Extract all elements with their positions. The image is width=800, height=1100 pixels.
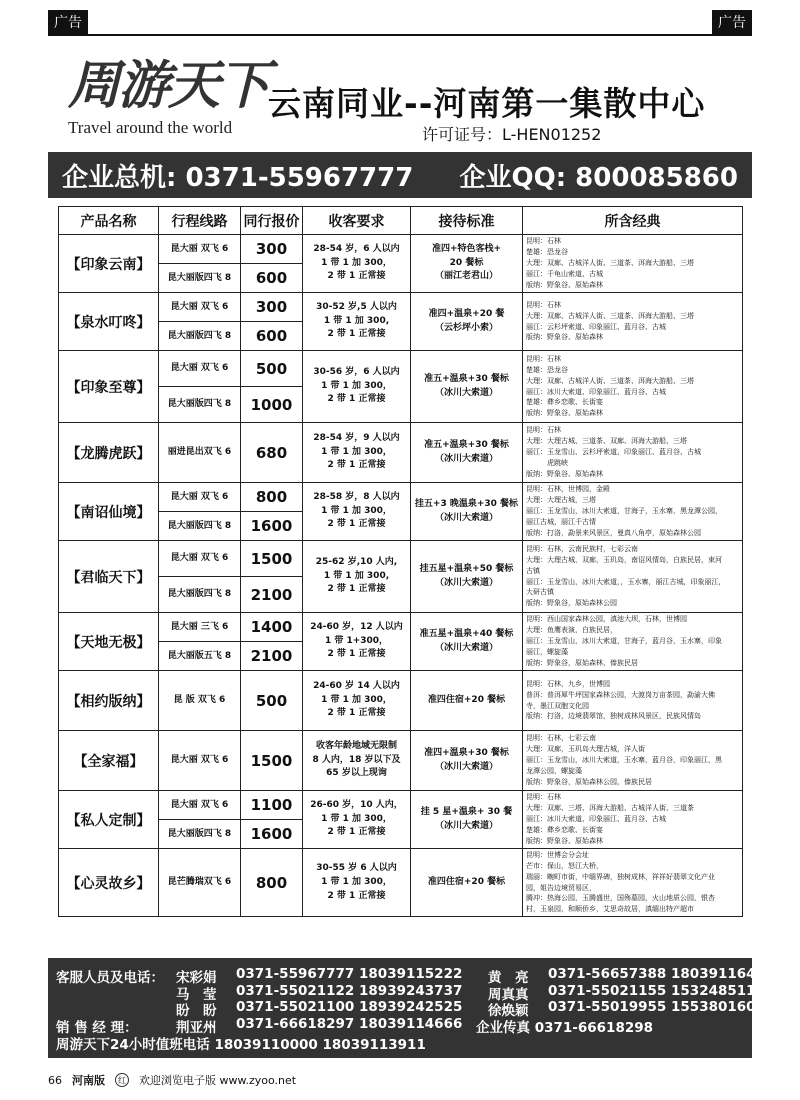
standard-cell: [411, 731, 523, 791]
route-cell: 昆大丽 双飞 6: [159, 483, 241, 512]
requirement-cell: [303, 293, 411, 351]
price-cell: 1400: [241, 613, 303, 642]
page-number: 66: [48, 1073, 62, 1087]
requirement-cell-line: 30-56 岁，6 人以内: [313, 366, 400, 377]
seal-icon: 红: [115, 1073, 129, 1087]
requirement-cell-line: 1 带 1 加 300，: [321, 876, 392, 887]
standard-cell-line: 挂五星+温泉+50 餐标: [419, 563, 514, 574]
product-name: 【私人定制】: [59, 791, 159, 849]
service-label: 客服人员及电话：: [56, 970, 164, 986]
requirement-cell-line: 2 带 1 正常接: [327, 827, 386, 838]
sights-cell-line: 大理：大理古城、三道茶、双廊、洱海大游船、三塔: [526, 437, 687, 446]
standard-cell-line: 准四+温泉+30 餐标: [424, 747, 509, 758]
footer-row: [56, 982, 775, 1003]
service-phones: 0371-55967777 18039115222: [236, 966, 463, 982]
price-cell: 2100: [241, 642, 303, 671]
sights-cell: [523, 423, 743, 483]
manager-phones: 0371-66618297 18039114666: [236, 1016, 463, 1033]
product-name: 【心灵故乡】: [59, 849, 159, 917]
table-row: [59, 849, 743, 917]
footer-row: [56, 1016, 744, 1037]
header-sights: 所含经典: [523, 207, 743, 235]
requirement-cell-line: 2 带 1 正常接: [327, 519, 386, 530]
footer-contacts: [48, 958, 775, 1058]
headline: 云南同业--河南第一集散中心: [268, 84, 706, 123]
price-cell: 1500: [241, 731, 303, 791]
sights-cell: [523, 791, 743, 849]
price-cell: 800: [241, 849, 303, 917]
price-cell: 500: [241, 351, 303, 387]
product-name: 【泉水叮咚】: [59, 293, 159, 351]
requirement-cell-line: 2 带 1 正常接: [327, 460, 386, 471]
sights-cell-line: 龙潭公园，螺旋藻: [526, 766, 582, 775]
price-cell: 300: [241, 235, 303, 264]
logo: [68, 56, 268, 152]
requirement-cell-line: 收客年龄地域无限制: [315, 740, 397, 751]
requirement-cell-line: 1 带 1 加 300,: [323, 315, 390, 326]
sights-cell-line: 大理：双廊、古城洋人街、三道茶、洱海大游船、三塔: [526, 376, 694, 385]
product-name: 【全家福】: [59, 731, 159, 791]
requirement-cell: [303, 849, 411, 917]
requirement-cell-line: 2 带 1 正常接: [327, 394, 386, 405]
route-cell: 丽进昆出双飞 6: [159, 423, 241, 483]
sights-cell: [523, 541, 743, 613]
requirement-cell-line: 28-58 岁，8 人以内: [313, 491, 400, 502]
standard-cell-line: （冰川大索道）: [434, 642, 498, 653]
sights-cell-line: 丽江：玉龙雪山，冰川大索道，，玉水寨，丽江古城，印象丽江，: [526, 577, 726, 586]
requirement-cell-line: 65 岁以上现询: [326, 768, 387, 779]
requirement-cell: [303, 541, 411, 613]
sights-cell-line: 版纳：野象谷、原始森林: [526, 280, 603, 289]
table-row: [59, 791, 743, 820]
manager-label: 销 售 经 理：: [56, 1020, 138, 1037]
standard-cell-line: （丽江老君山）: [434, 271, 498, 282]
standard-cell: [411, 351, 523, 423]
standard-cell-line: 准四+特色客栈+: [431, 243, 502, 254]
sights-cell-line: 昆明：石林，云南民族村，七彩云南: [526, 544, 638, 553]
price-cell: 800: [241, 483, 303, 512]
standard-cell-line: 挂 5 星+温泉+ 30 餐: [420, 806, 513, 817]
sights-cell-line: 寺，墨江双胞文化园: [526, 701, 589, 710]
requirement-cell: [303, 483, 411, 541]
table-row: [59, 293, 743, 322]
logo-english: Travel around the world: [68, 118, 233, 137]
sights-cell: [523, 235, 743, 293]
footer-row: [56, 966, 775, 986]
requirement-cell-line: 1 带 1 加 300，: [321, 694, 392, 705]
requirement-cell-line: 2 带 1 正常接: [327, 649, 386, 660]
sights-cell-line: 版纳：打洛，勐景来风景区，曼真八角亭，原始森林公园: [526, 528, 701, 537]
sights-cell-line: 大理：双廊，玉玑岛大理古城，洋人街: [526, 745, 645, 754]
sights-cell-line: 昆明：石林: [526, 354, 561, 363]
hotline: 周游天下24小时值班电话 18039110000 18039113911: [56, 1036, 426, 1053]
standard-cell-line: （冰川大索道）: [434, 820, 498, 831]
service-phones: 0371-55019955 15538016056: [548, 999, 775, 1016]
product-name: 【龙腾虎跃】: [59, 423, 159, 483]
requirement-cell-line: 1 带 1 加 300，: [321, 446, 392, 457]
service-phones: 0371-55021100 18939242525: [236, 999, 463, 1016]
sights-cell-line: 版纳：野象谷、原始森林: [526, 333, 603, 342]
price-cell: 1500: [241, 541, 303, 577]
requirement-cell-line: 1 带 1 加 300，: [321, 505, 392, 516]
standard-cell: [411, 423, 523, 483]
service-phones: 0371-56657388 18039116444: [548, 966, 775, 982]
sights-cell-line: 大研古镇: [526, 588, 554, 597]
requirement-cell-line: 2 带 1 正常接: [327, 329, 386, 340]
sights-cell-line: 大理：双廊、古城洋人街、三道茶、洱海大游船、三塔: [526, 311, 694, 320]
table-row: [59, 731, 743, 791]
service-name: 周真真: [488, 986, 529, 1003]
sights-cell-line: 版纳：野象谷、原始森林: [526, 836, 603, 845]
standard-cell-line: （冰川大索道）: [434, 387, 498, 398]
contact-bar: [48, 152, 752, 198]
standard-cell: [411, 671, 523, 731]
standard-cell-line: （冰川大索道）: [434, 577, 498, 588]
requirement-cell-line: 28-54 岁，9 人以内: [313, 432, 400, 443]
standard-cell: [411, 235, 523, 293]
route-cell: 昆大丽版四飞 8: [159, 264, 241, 293]
sights-cell-line: 昆明：石林，九乡，世博园: [526, 679, 610, 688]
route-cell: 昆 版 双飞 6: [159, 671, 241, 731]
header-route: 行程线路: [159, 207, 241, 235]
requirement-cell-line: 2 带 1 正常接: [327, 890, 386, 901]
sights-cell-line: 版纳：野象谷，原始森林公园，傣族民居: [526, 777, 652, 786]
sights-cell-line: 古镇: [526, 566, 540, 575]
sights-cell-line: 丽江：玉龙雪山，冰川大索道，甘海子，玉水寨，黑龙潭公园，: [526, 507, 722, 516]
logo-chinese: 周游天下: [68, 55, 269, 116]
footer-row: [56, 1033, 744, 1053]
price-cell: 500: [241, 671, 303, 731]
price-cell: 1600: [241, 820, 303, 849]
sights-cell-line: 版纳：野象谷，原始森林，傣族民居: [526, 658, 638, 667]
route-cell: 昆大丽 双飞 6: [159, 235, 241, 264]
ad-tag-right: 广告: [712, 10, 752, 34]
header-standard: 接待标准: [411, 207, 523, 235]
route-cell: 昆芒腾瑞双飞 6: [159, 849, 241, 917]
price-cell: 2100: [241, 577, 303, 613]
table-row: [59, 351, 743, 387]
requirement-cell-line: 26-60 岁，10 人内，: [310, 799, 403, 810]
standard-cell: [411, 613, 523, 671]
standard-cell-line: 准四住宿+20 餐标: [427, 876, 506, 887]
route-cell: 昆大丽 三飞 6: [159, 613, 241, 642]
sights-cell-line: 园，姐告边境贸易区，: [526, 883, 596, 892]
table-row: [59, 541, 743, 577]
sights-cell-line: 丽江：冰川大索道、印象丽江、蓝月谷、古城: [526, 815, 666, 824]
header-price: 同行报价: [241, 207, 303, 235]
edition-label: 河南版: [72, 1074, 105, 1087]
sights-cell-line: 腾冲：热海公园，玉腾盛世，国殇墓园，火山地质公园，银杏: [526, 894, 715, 903]
route-cell: 昆大丽版五飞 8: [159, 642, 241, 671]
sights-cell-line: 大理：鱼鹰表演，白族民居，: [526, 626, 617, 635]
route-cell: 昆大丽版四飞 8: [159, 577, 241, 613]
product-name: 【天地无极】: [59, 613, 159, 671]
sights-cell-line: 大理：大理古城，三塔: [526, 496, 596, 505]
table-row: [59, 483, 743, 512]
license-number: 许可证号：L-HEN01252: [422, 125, 602, 144]
price-cell: 1000: [241, 387, 303, 423]
sights-cell-line: 丽江：玉龙雪山，冰川大索道，甘海子，蓝月谷，玉水寨，印象: [526, 637, 722, 646]
route-cell: 昆大丽 双飞 6: [159, 541, 241, 577]
requirement-cell: [303, 671, 411, 731]
price-cell: 1600: [241, 512, 303, 541]
website-link[interactable]: 欢迎浏览电子版 www.zyoo.net: [139, 1074, 297, 1087]
product-name: 【南诏仙境】: [59, 483, 159, 541]
requirement-cell-line: 2 带 1 正常接: [327, 708, 386, 719]
sights-cell-line: 昆明：西山国家森林公园，滇池大坝，石林，世博园: [526, 615, 687, 624]
service-phones: 0371-55021155 15324851199: [548, 982, 775, 999]
product-name: 【君临天下】: [59, 541, 159, 613]
sights-cell-line: 楚雄：彝乡恋歌、长街宴: [526, 398, 603, 407]
sights-cell-line: 丽江：云杉坪索道、印象丽江、蓝月谷、古城: [526, 322, 666, 331]
requirement-cell-line: 1 带 1 加 300，: [321, 380, 392, 391]
standard-cell: [411, 541, 523, 613]
sights-cell-line: 丽江：冰川大索道、印象丽江、蓝月谷、古城: [526, 387, 666, 396]
standard-cell-line: 准五+温泉+30 餐标: [424, 439, 509, 450]
sights-cell-line: 昆明：石林，世博园，金殿: [526, 485, 610, 494]
requirement-cell-line: 28-54 岁，6 人以内: [313, 243, 400, 254]
service-name: 马 莹: [176, 986, 217, 1003]
product-name: 【印象云南】: [59, 235, 159, 293]
price-cell: 680: [241, 423, 303, 483]
sights-cell: [523, 351, 743, 423]
standard-cell-line: 准五星+温泉+40 餐标: [419, 628, 514, 639]
requirement-cell: [303, 423, 411, 483]
requirement-cell: [303, 791, 411, 849]
standard-cell: [411, 791, 523, 849]
ad-tag-left: 广告: [48, 10, 88, 34]
standard-cell-line: （云杉坪小索）: [434, 322, 498, 333]
manager-name: 荆亚州: [176, 1020, 217, 1037]
sights-cell: [523, 613, 743, 671]
standard-cell-line: 20 餐标: [449, 257, 484, 268]
service-name: 徐焕颖: [488, 1003, 529, 1020]
standard-cell-line: 挂五+3 晚温泉+30 餐标: [414, 498, 519, 509]
route-cell: 昆大丽 双飞 6: [159, 731, 241, 791]
sights-cell-line: 虎跳峡: [526, 458, 568, 467]
sights-cell-line: 芒市：保山，怒江大桥，: [526, 861, 603, 870]
requirement-cell-line: 2 带 1 正常接: [327, 271, 386, 282]
standard-cell-line: （冰川大索道）: [434, 761, 498, 772]
standard-cell-line: 准四住宿+20 餐标: [427, 694, 506, 705]
route-cell: 昆大丽版四飞 8: [159, 512, 241, 541]
sights-cell-line: 大理：双廊、三塔、洱海大游船、古城洋人街、三道茶: [526, 804, 694, 813]
standard-cell-line: （冰川大索道）: [434, 453, 498, 464]
price-cell: 1100: [241, 791, 303, 820]
requirement-cell-line: 1 带 1 加 300，: [321, 813, 392, 824]
service-name: 盼 盼: [176, 1003, 217, 1020]
route-cell: 昆大丽 双飞 6: [159, 293, 241, 322]
service-name: 宋彩娟: [176, 970, 217, 986]
requirement-cell-line: 24-60 岁，12 人以内: [310, 621, 403, 632]
table-row: [59, 613, 743, 642]
sights-cell-line: 楚雄：恐龙谷: [526, 248, 568, 257]
product-name: 【印象至尊】: [59, 351, 159, 423]
sights-cell-line: 昆明：世博会分会址: [526, 851, 589, 859]
sights-cell-line: 丽江，螺旋藻: [526, 647, 568, 656]
requirement-cell-line: 30-52 岁,5 人以内: [316, 301, 397, 312]
requirement-cell: [303, 351, 411, 423]
route-cell: 昆大丽 双飞 6: [159, 351, 241, 387]
sights-cell: [523, 849, 743, 917]
top-rule: [48, 34, 752, 36]
product-name: 【相约版纳】: [59, 671, 159, 731]
standard-cell: [411, 483, 523, 541]
requirement-cell-line: 1 带 1+300，: [324, 635, 389, 646]
requirement-cell-line: 8 人内，18 岁以下及: [312, 754, 401, 765]
sights-cell-line: 昆明：石林: [526, 426, 561, 435]
sights-cell-line: 版纳：打洛，边境翡翠馆，独树成林风景区，民族风情岛: [526, 712, 701, 721]
route-cell: 昆大丽 双飞 6: [159, 791, 241, 820]
sights-cell-line: 丽江古城，丽江千古情: [526, 517, 596, 526]
requirement-cell: [303, 613, 411, 671]
company-fax: 企业传真 0371-66618298: [476, 1020, 654, 1037]
sights-cell-line: 丽江：玉龙雪山、云杉坪索道、印象丽江、蓝月谷、古城: [526, 448, 701, 457]
sights-cell-line: 昆明：石林: [526, 793, 561, 802]
route-cell: 昆大丽版四飞 8: [159, 820, 241, 849]
sights-cell-line: 瑞丽：畹町市街，中缅界碑，独树成林，祥祥好翡翠文化产业: [526, 872, 715, 881]
sights-cell-line: 村，玉泉园，和顺侨乡，艾思奇故居，滇缅出特产超市: [526, 905, 694, 914]
sights-cell: [523, 671, 743, 731]
standard-cell-line: 准五+温泉+30 餐标: [424, 373, 509, 384]
standard-cell: [411, 293, 523, 351]
requirement-cell: [303, 235, 411, 293]
tour-table-body: [59, 235, 743, 917]
table-row: [59, 671, 743, 731]
sights-cell-line: 版纳：野象谷、原始森林: [526, 469, 603, 478]
sights-cell-line: 昆明：石林: [526, 237, 561, 246]
price-cell: 300: [241, 293, 303, 322]
service-phones: 0371-55021122 18939243737: [236, 982, 463, 999]
main-phone: 企业总机: 0371-55967777: [62, 162, 414, 193]
requirement-cell-line: 1 带 1 加 300，: [321, 257, 392, 268]
standard-cell: [411, 849, 523, 917]
requirement-cell-line: 1 带 1 加 300,: [323, 570, 390, 581]
header-product: 产品名称: [59, 207, 159, 235]
tour-table: [58, 206, 743, 917]
table-header-row: [59, 207, 743, 235]
sights-cell: [523, 731, 743, 791]
sights-cell-line: 楚雄：彝乡恋歌、长街宴: [526, 825, 603, 834]
requirement-cell-line: 30-55 岁 6 人以内: [316, 862, 397, 873]
sights-cell-line: 昆明：石林，七彩云南: [526, 734, 596, 743]
requirement-cell: [303, 731, 411, 791]
requirement-cell-line: 24-60 岁 14 人以内: [313, 680, 400, 691]
sights-cell-line: 昆明：石林: [526, 300, 561, 309]
price-cell: 600: [241, 322, 303, 351]
service-name: 黄 亮: [488, 970, 529, 986]
table-row: [59, 423, 743, 483]
sights-cell-line: 丽江：玉龙雪山，冰川大索道，玉水寨，蓝月谷，印象丽江，黑: [526, 756, 722, 765]
company-qq: 企业QQ: 800085860: [459, 162, 738, 193]
sights-cell-line: 大理：双廊、古城洋人街、三道茶、洱海大游船、三塔: [526, 259, 694, 268]
page-footer: [48, 1072, 296, 1088]
standard-cell-line: 准四+温泉+20 餐: [428, 308, 505, 319]
sights-cell-line: 大理：大理古城，双廊，玉玑岛，南诏风情岛，白族民居，束河: [526, 555, 722, 564]
sights-cell-line: 版纳：野象谷、原始森林: [526, 409, 603, 418]
sights-cell-line: 丽江：千龟山索道、古城: [526, 269, 603, 278]
header-requirement: 收客要求: [303, 207, 411, 235]
route-cell: 昆大丽版四飞 8: [159, 387, 241, 423]
standard-cell-line: （冰川大索道）: [434, 512, 498, 523]
requirement-cell-line: 25-62 岁,10 人内,: [315, 556, 398, 567]
sights-cell-line: 版纳：野象谷，原始森林公园: [526, 599, 617, 608]
footer-row: [56, 999, 775, 1020]
sights-cell: [523, 293, 743, 351]
sights-cell-line: 普洱：普洱犀牛坪国家森林公园，大渡岗万亩茶园，勐渝大佛: [526, 690, 715, 699]
table-row: [59, 235, 743, 264]
sights-cell-line: 楚雄：恐龙谷: [526, 365, 568, 374]
requirement-cell-line: 2 带 1 正常接: [327, 584, 386, 595]
price-cell: 600: [241, 264, 303, 293]
sights-cell: [523, 483, 743, 541]
route-cell: 昆大丽版四飞 8: [159, 322, 241, 351]
